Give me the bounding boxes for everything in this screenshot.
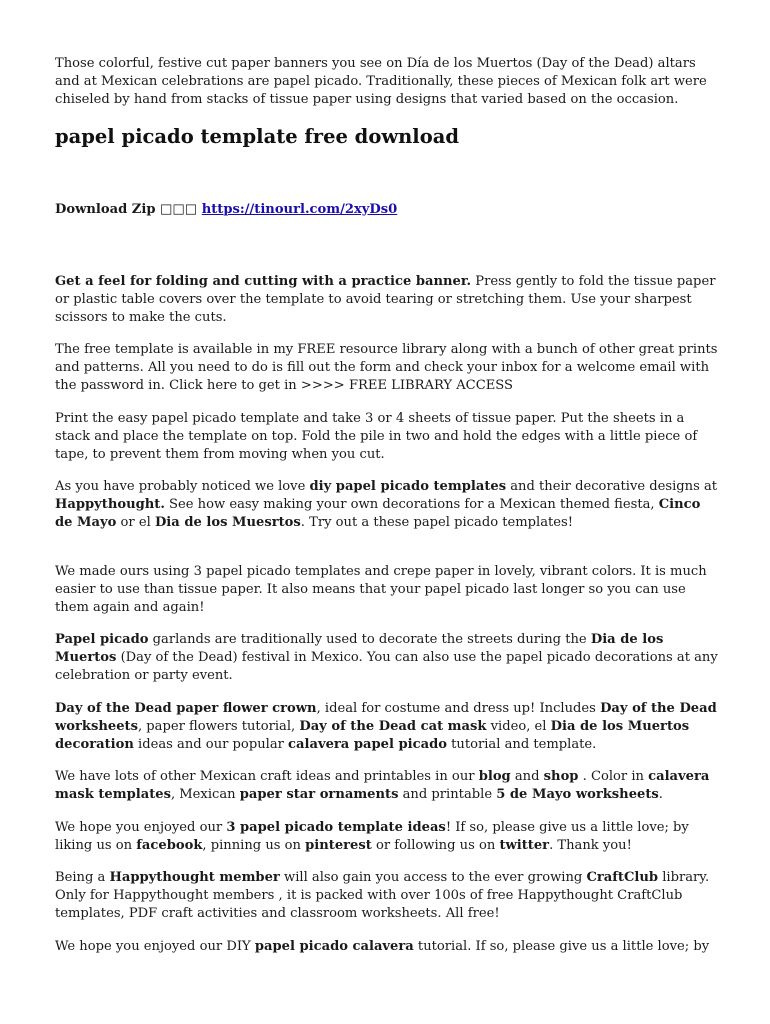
bold-text: 5 de Mayo worksheets bbox=[496, 787, 659, 802]
bold-text: shop bbox=[543, 769, 579, 784]
body-text: video, el bbox=[486, 718, 551, 734]
bold-text: pinterest bbox=[305, 837, 372, 853]
bold-text: facebook bbox=[136, 837, 203, 853]
paragraph-crepe-paper: We made ours using 3 papel picado templates and crepe paper in lovely, vibrant colors. It is much easier to use than tissue paper. It also means that your papel picado last longer so you can use them again and again! bbox=[55, 563, 707, 615]
body-text: . Try out a these papel picado templates! bbox=[300, 515, 574, 530]
body-text: . Color in bbox=[578, 769, 649, 784]
bold-text: Cinco de Mayo bbox=[55, 497, 701, 530]
bold-text: Dia de los Muertos decoration bbox=[55, 718, 690, 752]
page-title: papel picado template free download bbox=[55, 124, 459, 148]
paragraph-membership bbox=[55, 869, 720, 923]
bold-text: twitter bbox=[499, 837, 550, 853]
download-link[interactable]: https://tinourl.com/2xyDs0 bbox=[201, 201, 398, 217]
body-text: and bbox=[510, 769, 544, 784]
intro-paragraph: Those colorful, festive cut paper banners you see on Día de los Muertos (Day of the Dead) altars and at Mexican celebrations are papel picado. Traditionally, these pieces of Mexican folk art were chiseled by hand from stacks of tissue paper using designs that varied based on the occasion. bbox=[55, 56, 707, 107]
body-text: See how easy making your own decorations for a Mexican themed fiesta, bbox=[164, 497, 659, 512]
bold-text: calavera mask templates bbox=[55, 769, 710, 802]
bold-text: paper star ornaments bbox=[239, 787, 399, 802]
body-text: Being a bbox=[55, 870, 110, 885]
paragraph-craft-ideas bbox=[55, 768, 720, 804]
spacer bbox=[55, 219, 720, 273]
bold-text: Day of the Dead worksheets bbox=[55, 700, 717, 734]
body-text: ideas and our popular bbox=[133, 736, 289, 752]
paragraph-diy-templates bbox=[55, 478, 720, 532]
body-text: As you have probably noticed we love bbox=[55, 479, 310, 494]
paragraph-practice-banner bbox=[55, 273, 720, 327]
bold-text: papel picado calavera bbox=[254, 938, 414, 954]
body-text: and printable bbox=[398, 787, 497, 802]
body-text: ! If so, please give us a little love; by liking us on bbox=[55, 819, 689, 853]
body-text: We have lots of other Mexican craft ideas and printables in our bbox=[55, 769, 479, 784]
bold-text: Happythought member bbox=[109, 870, 280, 885]
download-line bbox=[55, 201, 720, 219]
spacer bbox=[55, 547, 720, 563]
bold-text: diy papel picado templates bbox=[309, 479, 507, 494]
body-text: library. Only for Happythought members , it is packed with over 100s of free Happythought CraftClub templates, PDF craft activities and classroom worksheets. All free! bbox=[55, 870, 710, 921]
bold-text: blog bbox=[478, 769, 511, 784]
body-text: or el bbox=[116, 515, 155, 530]
body-text: We hope you enjoyed our DIY bbox=[55, 938, 255, 954]
bold-text: Papel picado bbox=[55, 632, 149, 647]
bold-text: calavera papel picado bbox=[288, 736, 447, 752]
body-text: , Mexican bbox=[170, 787, 240, 802]
paragraph-flower-crown bbox=[55, 700, 720, 754]
body-text: will also gain you access to the ever growing bbox=[279, 870, 587, 885]
body-text: . Thank you! bbox=[549, 837, 632, 853]
body-text: , ideal for costume and dress up! Includes bbox=[316, 700, 601, 716]
paragraph-print-template: Print the easy papel picado template and take 3 or 4 sheets of tissue paper. Put the sheets in a stack and place the template on top. Fold the pile in two and hold the edges with a little piece of tape, to prevent them from moving when you cut. bbox=[55, 410, 698, 462]
bold-text: Dia de los Muesrtos bbox=[154, 515, 301, 530]
body-text: Press gently to fold the tissue paper or plastic table covers over the template to avoid tearing or stretching them. Use your sharpest scissors to make the cuts. bbox=[55, 273, 716, 325]
body-text: (Day of the Dead) festival in Mexico. You can also use the papel picado decorations at any celebration or party event. bbox=[55, 650, 718, 683]
body-text: and their decorative designs at bbox=[506, 479, 718, 494]
bold-text: Get a feel for folding and cutting with a practice banner. bbox=[55, 273, 472, 289]
body-text: or following us on bbox=[371, 837, 500, 853]
body-text: , paper flowers tutorial, bbox=[137, 718, 300, 734]
body-text: , pinning us on bbox=[202, 837, 306, 853]
download-glyphs: □□□ bbox=[160, 201, 198, 217]
bold-text: Happythought. bbox=[55, 497, 165, 512]
download-label: Download Zip bbox=[55, 201, 156, 217]
document-page bbox=[55, 55, 720, 970]
bold-text: Day of the Dead paper flower crown bbox=[55, 700, 317, 716]
bold-text: Dia de los Muertos bbox=[55, 632, 664, 665]
paragraph-calavera-tutorial bbox=[55, 938, 720, 956]
body-text: tutorial and template. bbox=[446, 736, 597, 752]
body-text: We hope you enjoyed our bbox=[55, 819, 227, 835]
paragraph-enjoyed-ideas bbox=[55, 819, 720, 855]
paragraph-garlands bbox=[55, 631, 720, 685]
bold-text: Day of the Dead cat mask bbox=[299, 718, 487, 734]
body-text: tutorial. If so, please give us a little love; by bbox=[413, 938, 710, 954]
bold-text: CraftClub bbox=[586, 870, 659, 885]
paragraph-free-template: The free template is available in my FREE resource library along with a bunch of other great prints and patterns. All you need to do is fill out the form and check your inbox for a welcome email with the password in. Click here to get in >>>> FREE LIBRARY ACCESS bbox=[55, 342, 718, 393]
body-text: . bbox=[658, 787, 663, 802]
bold-text: 3 papel picado template ideas bbox=[226, 819, 446, 835]
body-text: garlands are traditionally used to decorate the streets during the bbox=[148, 632, 591, 647]
